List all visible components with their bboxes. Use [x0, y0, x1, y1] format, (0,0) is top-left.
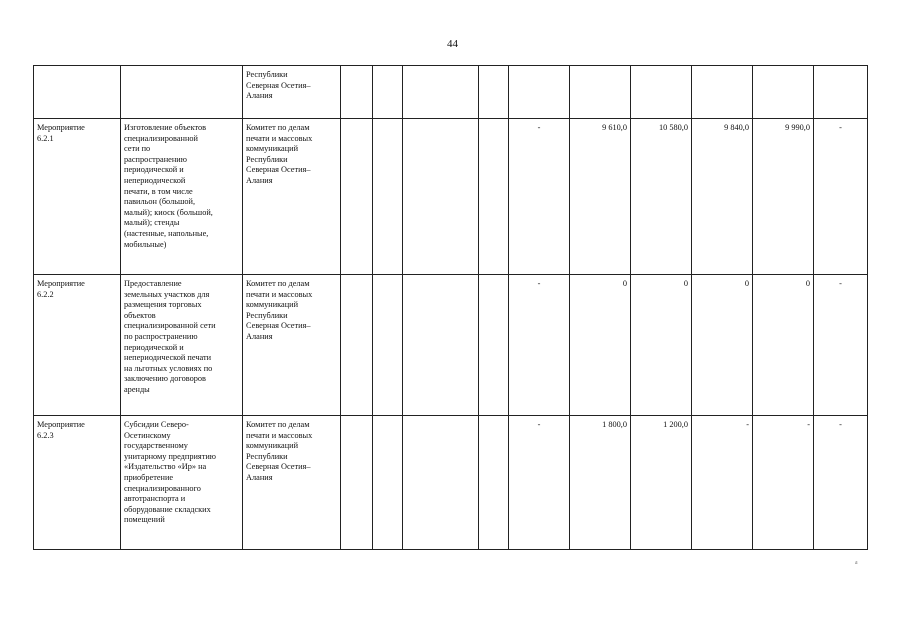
empty-cell [341, 66, 373, 119]
empty-cell [373, 66, 403, 119]
empty-cell [341, 275, 373, 416]
activity-cell [34, 66, 121, 119]
source-cell [509, 66, 570, 119]
table-row [34, 275, 868, 416]
empty-cell [373, 416, 403, 550]
empty-cell [479, 119, 509, 275]
activity-cell: Мероприятие 6.2.1 [34, 119, 121, 275]
value-cell-3 [692, 66, 753, 119]
value-cell-4: - [753, 416, 814, 550]
value-cell-1: 9 610,0 [570, 119, 631, 275]
table-row [34, 416, 868, 550]
source-cell: - [509, 416, 570, 550]
executor-cell: Республики Северная Осетия– Алания [243, 66, 341, 119]
value-cell-1: 1 800,0 [570, 416, 631, 550]
empty-cell [403, 416, 479, 550]
value-cell-3: - [692, 416, 753, 550]
description-cell: Предоставление земельных участков для размещения торговых объектов специализированной сети по распространению периодической и непериодической печати на льготных условиях по заключению договоров аренды [121, 275, 243, 416]
value-cell-2 [631, 66, 692, 119]
value-cell-3: 9 840,0 [692, 119, 753, 275]
value-cell-5: - [814, 416, 868, 550]
source-cell: - [509, 119, 570, 275]
value-cell-5: - [814, 119, 868, 275]
empty-cell [403, 275, 479, 416]
description-cell: Субсидии Северо- Осетинскому государственному унитарному предприятию «Издательство «Ир» на приобретение специализированного автотранспорта и оборудование складских помещений [121, 416, 243, 550]
empty-cell [403, 66, 479, 119]
measures-table [33, 65, 868, 550]
executor-cell: Комитет по делам печати и массовых коммуникаций Республики Северная Осетия– Алания [243, 119, 341, 275]
empty-cell [373, 119, 403, 275]
description-cell: Изготовление объектов специализированной сети по распространению периодической и непериодической печати, в том числе павильон (большой, малый); киоск (большой, малый); стенды (настенные, напольные, мобильные) [121, 119, 243, 275]
empty-cell [341, 119, 373, 275]
source-cell: - [509, 275, 570, 416]
empty-cell [403, 119, 479, 275]
executor-cell: Комитет по делам печати и массовых коммуникаций Республики Северная Осетия– Алания [243, 416, 341, 550]
empty-cell [479, 66, 509, 119]
value-cell-3: 0 [692, 275, 753, 416]
activity-cell: Мероприятие 6.2.3 [34, 416, 121, 550]
value-cell-4 [753, 66, 814, 119]
empty-cell [373, 275, 403, 416]
table-row [34, 119, 868, 275]
value-cell-2: 1 200,0 [631, 416, 692, 550]
value-cell-1 [570, 66, 631, 119]
value-cell-5 [814, 66, 868, 119]
value-cell-2: 10 580,0 [631, 119, 692, 275]
empty-cell [479, 275, 509, 416]
executor-cell: Комитет по делам печати и массовых коммуникаций Республики Северная Осетия– Алания [243, 275, 341, 416]
value-cell-5: - [814, 275, 868, 416]
page-number: 44 [447, 38, 458, 50]
value-cell-2: 0 [631, 275, 692, 416]
value-cell-1: 0 [570, 275, 631, 416]
footer-mark: л [855, 561, 858, 566]
value-cell-4: 0 [753, 275, 814, 416]
empty-cell [479, 416, 509, 550]
empty-cell [341, 416, 373, 550]
value-cell-4: 9 990,0 [753, 119, 814, 275]
table-row [34, 66, 868, 119]
description-cell [121, 66, 243, 119]
activity-cell: Мероприятие 6.2.2 [34, 275, 121, 416]
